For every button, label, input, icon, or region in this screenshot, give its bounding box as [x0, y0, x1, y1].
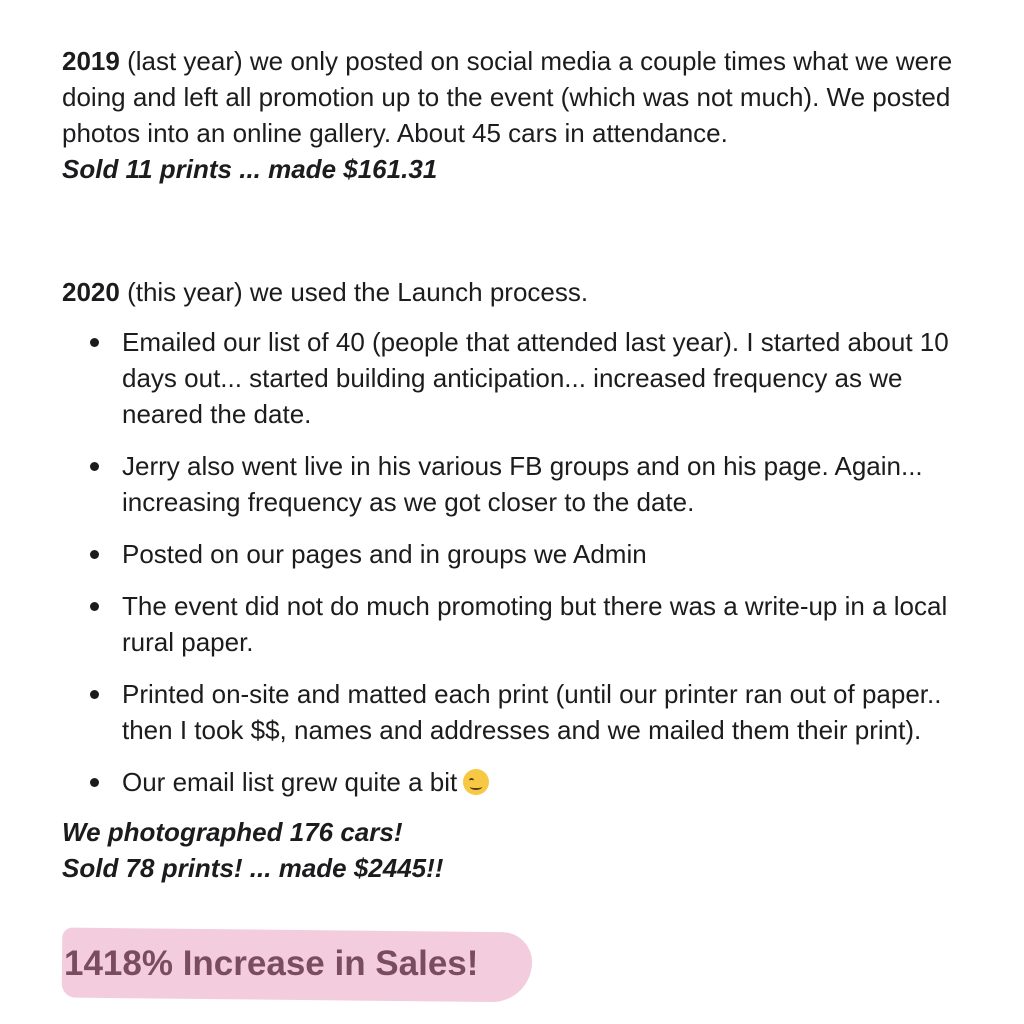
winking-face-icon [463, 769, 489, 795]
year-2020: 2020 [62, 277, 120, 307]
sales-increase-headline: 1418% Increase in Sales! [64, 944, 479, 983]
list-item: Jerry also went live in his various FB groups and on his page. Again... increasing frequency as we got closer to the date. [62, 448, 982, 520]
list-item: Posted on our pages and in groups we Admin [62, 536, 982, 572]
result-2019: Sold 11 prints ... made $161.31 [62, 154, 438, 184]
text-2019: (last year) we only posted on social media a couple times what we were doing and left all promotion up to the event (which was not much). We posted photos into an online gallery. About 45 cars in attendance. [62, 46, 953, 148]
list-item: The event did not do much promoting but there was a write-up in a local rural paper. [62, 588, 982, 660]
text-2020: (this year) we used the Launch process. [119, 277, 589, 307]
list-item: Printed on-site and matted each print (until our printer ran out of paper.. then I took $$, names and addresses and we mailed them their print). [62, 676, 982, 748]
list-item: Emailed our list of 40 (people that attended last year). I started about 10 days out... started building anticipation... increased frequency as we neared the date. [62, 324, 982, 432]
paragraph-2020 [62, 274, 982, 886]
paragraph-2019 [62, 43, 982, 187]
result-2020-sales: Sold 78 prints! ... made $2445!! [62, 853, 444, 883]
list-item [62, 764, 982, 800]
bullet-list [62, 324, 982, 800]
result-2020-cars: We photographed 176 cars! [62, 817, 403, 847]
year-2019: 2019 [62, 46, 120, 76]
list-item-text: Our email list grew quite a bit [122, 767, 458, 797]
